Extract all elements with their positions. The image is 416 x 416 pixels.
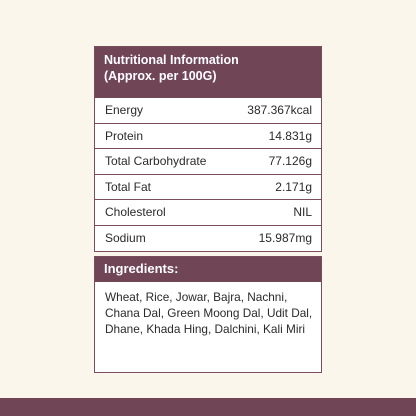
nutrition-row-fat <box>95 175 321 201</box>
nutrient-value: 15.987mg <box>258 231 312 246</box>
nutrition-row-cholesterol <box>95 200 321 226</box>
ingredients-panel <box>94 256 322 373</box>
nutrition-row-protein <box>95 124 321 150</box>
nutrition-title: Nutritional Information <box>104 53 239 67</box>
nutrient-name: Sodium <box>105 231 146 246</box>
nutrient-value: 2.171g <box>275 179 312 194</box>
bottom-band <box>0 398 416 416</box>
nutrient-value: NIL <box>293 205 312 220</box>
nutrition-row-sodium <box>95 226 321 252</box>
nutrient-name: Protein <box>105 128 144 143</box>
nutrient-value: 77.126g <box>268 154 312 169</box>
nutrient-name: Energy <box>105 103 144 118</box>
nutrient-name: Cholesterol <box>105 205 166 220</box>
nutrition-panel <box>94 46 322 252</box>
ingredients-list: Wheat, Rice, Jowar, Bajra, Nachni, Chana Dal, Green Moong Dal, Udit Dal, Dhane, Khada Hing, Dalchini, Kali Miri <box>105 290 313 336</box>
nutrition-row-energy <box>95 98 321 124</box>
nutrition-header <box>95 47 321 98</box>
nutrition-subtitle: (Approx. per 100G) <box>104 69 217 83</box>
nutrition-row-carbohydrate <box>95 149 321 175</box>
nutrient-value: 14.831g <box>268 128 312 143</box>
nutrient-name: Total Fat <box>105 179 152 194</box>
nutrition-table <box>95 98 321 251</box>
nutrient-name: Total Carbohydrate <box>105 154 207 169</box>
ingredients-header: Ingredients: <box>95 257 321 282</box>
nutrient-value: 387.367kcal <box>247 103 312 118</box>
